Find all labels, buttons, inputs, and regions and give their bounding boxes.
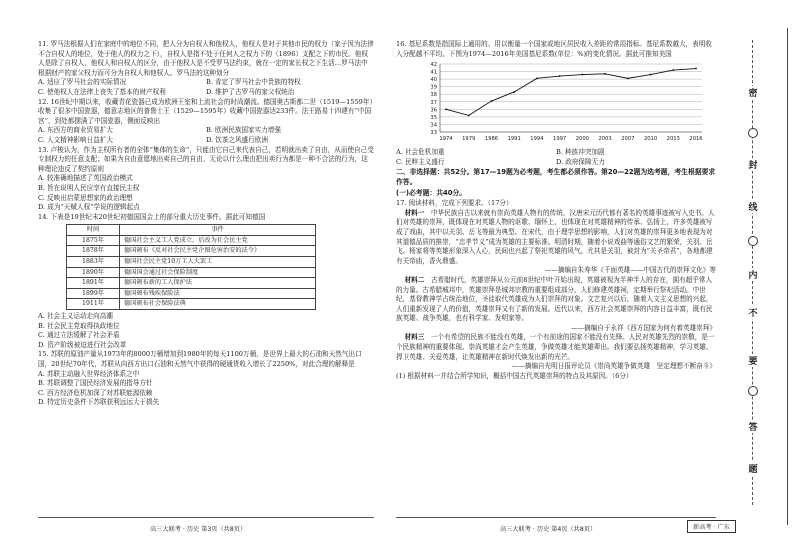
table-row — [67, 267, 316, 278]
table-cell: 德国颁布新的工人保护法 — [120, 278, 316, 289]
option[interactable]: B. 社会民主党取得执政地位 — [38, 321, 120, 330]
table-cell: 1890年 — [67, 267, 120, 278]
table-row — [67, 288, 316, 299]
material-label: 材料三 — [404, 333, 425, 342]
left-column — [38, 40, 374, 408]
question-stem: 12. 16世纪中期以来，收藏青花瓷器已成为欧洲王室和上流社会的时尚潮流。德国奥古斯都二世（1519—1559年）收集了很多中国瓷器，德意志地区的普鲁士王（1529—1595年）收藏中国瓷器达233件。法王路易十四建有“中国宫”，到处都摆满了中国瓷器，侧面反映出 — [38, 97, 373, 125]
option[interactable]: C. 使他权人在法律上丧失了基本的财产权利 — [38, 87, 166, 96]
y-tick-label: 40 — [430, 77, 437, 84]
material-source: ——摘编自朱寿华《千面英雄——中国古代的崇拜文化》等 — [544, 266, 716, 275]
data-point — [627, 78, 629, 80]
section-title: 二、非选择题：共52分。第17—19题为必考题，考生都必须作答。第20—22题为选考题，考生根据要求作答。 — [396, 168, 716, 186]
material-label: 材料二 — [404, 275, 425, 284]
footer-rule-right — [396, 517, 716, 518]
table-row — [67, 299, 316, 310]
y-tick-label: 39 — [430, 84, 437, 91]
option[interactable]: C. 反映出启蒙思想家的政治理想 — [38, 193, 133, 202]
right-column — [396, 40, 716, 381]
question-stem: 13. 卢梭认为，作为主权所有者的全体“集体的生命”，只能由它自己来代表自己，若明就出卖了自由，从而使自己受专制权力的任意支配；如果为自由意愿地出卖自己的自由，无论以什么理由把出卖行为都是一种不合法的行为，这种理论违反了契约原则 — [38, 145, 374, 173]
page-footer-left: 高三大联考 · 历史 第3页（共8页） — [150, 526, 247, 533]
option[interactable]: C. 民粹主义盛行 — [396, 157, 445, 166]
binding-char: 不 — [745, 306, 761, 319]
x-tick-label: 1979 — [462, 136, 476, 143]
data-point — [604, 73, 606, 75]
chart-svg — [412, 60, 712, 146]
material-label: 材料一 — [404, 208, 425, 217]
x-tick-label: 2003 — [598, 136, 612, 143]
data-point — [672, 69, 674, 71]
data-point — [650, 74, 652, 76]
table-cell: 1891年 — [67, 278, 120, 289]
question-stem: 17. 阅读材料，完成下列要求。（17分） — [396, 199, 513, 208]
binding-circle — [748, 386, 758, 396]
binding-char: 内 — [745, 268, 761, 281]
binding-char: 要 — [745, 354, 761, 367]
table-cell: 1911年 — [67, 299, 120, 310]
table-cell: 1883年 — [67, 257, 120, 268]
x-tick-label: 1991 — [507, 136, 521, 143]
sub-question: (1) 根据材料一并结合所学知识，概括中国古代英雄崇拜的特点及其原因。（6分） — [396, 371, 633, 380]
binding-char: 密 — [745, 86, 761, 99]
question-stem: 15. 苏联的原油产量从1973年的8000万桶增加到1980年的每天1100万桶，是世界上最大的石油和天然气出口国，20世纪70年代，苏联从向西方出口石油和天然气中获得的硬通货收入增长了2250%，对此合理的解释是 — [38, 350, 362, 368]
y-tick-label: 35 — [430, 115, 437, 122]
question-14 — [38, 213, 374, 351]
question-13 — [38, 146, 374, 213]
y-tick-label: 38 — [430, 92, 437, 99]
y-tick-label: 33 — [430, 130, 437, 137]
option-list — [396, 148, 716, 167]
material-source: ——摘编自于永祥《西方国家为何有着英雄崇拜》 — [570, 323, 716, 332]
option[interactable]: D. 饮茶之风盛行欧洲 — [206, 135, 268, 144]
data-point — [513, 91, 515, 93]
question-16 — [396, 40, 716, 167]
binding-char: 答 — [745, 420, 761, 433]
section-subtitle: (一)必考题：共40分。 — [396, 188, 467, 197]
option-list — [38, 126, 374, 145]
table-row — [67, 278, 316, 289]
table-cell: 德国颁布《反对社会民主党企图危害治安的法令》 — [120, 246, 316, 257]
option-list — [38, 78, 374, 97]
x-tick-label: 2013 — [666, 136, 680, 143]
y-tick-label: 42 — [430, 62, 437, 69]
table-cell: 德国社会主义工人党成立，后改为社会民主党 — [120, 235, 316, 246]
data-point — [491, 100, 493, 102]
table-header: 事件 — [120, 225, 316, 236]
option[interactable]: A. 社会主义运动走向高潮 — [38, 312, 113, 321]
page-border — [787, 28, 788, 525]
question-11 — [38, 40, 374, 98]
table-header-row — [67, 225, 316, 236]
question-12 — [38, 98, 374, 146]
x-tick-label: 2016 — [689, 136, 703, 143]
x-tick-label: 1974 — [439, 136, 453, 143]
binding-circle — [748, 128, 758, 138]
y-tick-label: 41 — [430, 69, 437, 76]
y-tick-label: 36 — [430, 107, 437, 114]
question-15 — [38, 350, 374, 408]
question-stem: 11. 罗马法根据人们在家庭中的地位不同，把人分为自权人和他权人，他权人是对于其他市民的权力（家子因为法律不合自权人的地位，处于他人的权力之下），自权人是指不处于任何人之权力下的（1896）支配之下的市民。他权人是除了自权人，他权人和自权人的区分，由于他权人是不受罗马法约束，就在一定的家长权之下生活…罗马法中根据财产的家父权力而可分为自权人和他权人。罗马法的这种划分 — [38, 40, 374, 77]
x-tick-label: 2000 — [575, 136, 589, 143]
page-footer-right: 高三大联考 · 历史 第4页（共8页） — [500, 526, 597, 533]
option[interactable]: B. 苏联调整了国民经济发展的指导方针 — [38, 379, 153, 388]
data-point — [536, 78, 538, 80]
table-cell: 1878年 — [67, 246, 120, 257]
option[interactable]: A. 社会危机加重 — [396, 148, 445, 157]
option[interactable]: A. 较准确地描述了英国政治模式 — [38, 174, 133, 183]
material-3 — [396, 333, 716, 362]
table-cell: 德国国会通过社会保险制度 — [120, 267, 316, 278]
x-tick-label: 1994 — [530, 136, 544, 143]
option[interactable]: C. 人文精神影响日益扩大 — [38, 135, 113, 144]
data-point — [581, 74, 583, 76]
material-1 — [396, 209, 716, 267]
option[interactable]: B. 旨在说明人民应享有直接民主权 — [38, 183, 140, 192]
y-tick-label: 34 — [430, 122, 437, 129]
binding-char: 线 — [745, 200, 761, 213]
option[interactable]: D. 成为“天赋人权”学说的逻辑起点 — [38, 203, 140, 212]
option[interactable]: C. 通过立法缓解了社会矛盾 — [38, 331, 120, 340]
data-point — [468, 115, 470, 117]
option[interactable]: D. 资产阶级被迫进行社会改革 — [38, 340, 127, 349]
binding-char: 题 — [745, 462, 761, 475]
option[interactable]: A. 适应了罗马社会的实际情况 — [38, 78, 127, 87]
option[interactable]: A. 苏联主动融入世界经济体系之中 — [38, 369, 140, 378]
table-cell: 德国颁布社会保险法典 — [120, 299, 316, 310]
table-row — [67, 235, 316, 246]
material-text: 中华民族自古以来就有崇尚英雄人物有的传统，汉唐宋元历代都有著名的英雄事迹被写入史书。人们对英雄的崇拜，既体现在对英雄人物的讴歌、缅怀上，也体现在对英雄精神的传承、弘扬上，许多英雄被写成了戏曲，其中以关羽、岳飞等最为典型。在宋代，由于理学思想的影响，人们对英雄的崇拜更多地表现为对其道德品质的推崇，“忠孝节义”成为英雄的主要标准。明清时期，随着小说戏曲等通俗文艺的繁荣，关羽、岳飞、杨家将等英雄形象深入人心，民间也兴起了祭祀英雄的风气。尤其是关羽，被封为“关圣帝君”，各地都建有关帝庙，香火鼎盛。 — [396, 208, 715, 265]
binding-char: 封 — [745, 158, 761, 171]
option[interactable]: B. 肯定了罗马社会中贵族的特权 — [206, 78, 301, 87]
option[interactable]: C. 西方经济危机加深了对苏联能源依赖 — [38, 388, 153, 397]
question-17 — [396, 199, 716, 381]
x-tick-label: 1986 — [484, 136, 499, 143]
option[interactable]: B. 欧洲民族国家实力增强 — [206, 126, 281, 135]
option[interactable]: D. 政府保障无力 — [556, 157, 605, 166]
question-stem: 14. 下表是19世纪末20世纪初德国国会上的部分重大历史事件。据此可知德国 — [38, 212, 266, 221]
binding-circle — [748, 236, 758, 246]
option[interactable]: D. 维护了古罗马的家父权统治 — [206, 87, 295, 96]
option[interactable]: D. 特定历史条件下苏联获利远远大于损失 — [38, 398, 160, 407]
footer-rule-left — [38, 517, 374, 518]
x-tick-label: 1997 — [553, 136, 567, 143]
data-point — [559, 75, 561, 77]
table-cell: 德国社会民主党10万工人大罢工 — [120, 257, 316, 268]
table-row — [67, 246, 316, 257]
x-tick-label: 2007 — [621, 136, 635, 143]
table-header: 时间 — [67, 225, 120, 236]
y-tick-label: 37 — [430, 99, 437, 106]
table-cell: 1899年 — [67, 288, 120, 299]
data-point — [695, 68, 697, 70]
gini-line-chart — [412, 60, 712, 146]
series-line — [446, 69, 696, 116]
table-cell: 德国颁布残疾保险法 — [120, 288, 316, 299]
table-row — [67, 257, 316, 268]
material-text: 一个有希望的民族不能没有英雄，一个有前途的国家不能没有先锋。人民对英雄先烈的崇敬，是一个民族精神的重要体现。崇尚英雄才会产生英雄，争做英雄才能英雄辈出。我们要弘扬英雄精神，学习英雄、捍卫英雄、关爱英雄，让英雄精神在新时代焕发出新的光芒。 — [396, 333, 715, 361]
material-source: ——摘编自光明日报评论员《崇尚英雄争做英雄 坚定理想不断奋斗》 — [511, 362, 716, 371]
option[interactable]: A. 东西方的商业贸易扩大 — [38, 126, 113, 135]
data-point — [445, 109, 447, 111]
edition-badge: 新高考 · 广东 — [687, 520, 736, 533]
question-stem: 16. 基尼系数是指国际上通用的、用以衡量一个国家或地区居民收入差距的常用指标。基尼系数越大，表明收入分配越不平均。下图为1974—2016年美国基尼系数(单位：%)的变化情况。据此可推知美国 — [396, 40, 712, 58]
table-cell: 1875年 — [67, 235, 120, 246]
option[interactable]: B. 种族冲突加剧 — [556, 148, 605, 157]
material-2 — [396, 276, 716, 324]
material-text: 古希腊时代，英雄崇拜从公元前8世纪中叶开始出现，英雄被视为半神半人的存在，拥有超乎常人的力量。古希腊城邦中，英雄崇拜是城邦宗教的重要组成部分，人们修建英雄祠，定期举行祭祀活动。中世纪，基督教神学占统治地位，圣徒取代英雄成为人们崇拜的对象。文艺复兴以后，随着人文主义思想的兴起，人们重新发现了人的价值，英雄崇拜又有了新的发展。近代以来，西方社会英雄崇拜的内容日益丰富，既有民族英雄、战争英雄，也有科学家、发明家等。 — [396, 275, 713, 323]
x-tick-label: 2010 — [643, 136, 658, 143]
events-table — [66, 224, 316, 310]
